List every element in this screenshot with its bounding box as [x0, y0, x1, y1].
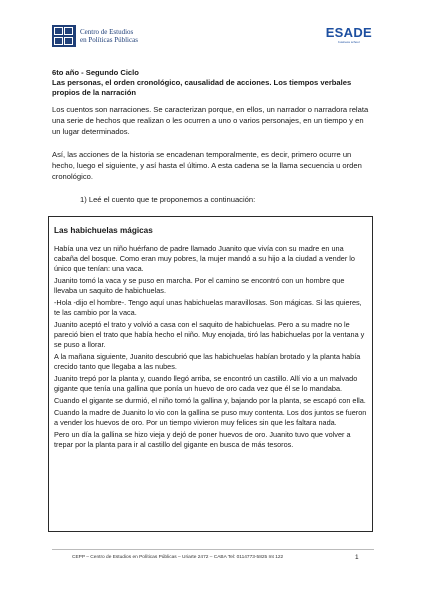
story-paragraph: Juanito trepó por la planta y, cuando llegó arriba, se encontró un castillo. Allí vio a un malvado gigante que tenía una gallina que ponía un huevo de oro cada vez que él se lo mandaba.: [54, 374, 358, 393]
story-paragraph: Cuando el gigante se durmió, el niño tomó la gallina y, bajando por la planta, se escapó con ella.: [54, 396, 366, 405]
story-paragraph: Cuando la madre de Juanito lo vio con la gallina se puso muy contenta. Los dos juntos se fueron a vender los huevos de oro. Por un tiempo vivieron muy felices sin que les faltara nada.: [54, 408, 367, 427]
esade-wordmark: ESADE: [325, 25, 372, 40]
story-paragraph: Había una vez un niño huérfano de padre llamado Juanito que vivía con su madre en una cabaña del bosque. Como eran muy pobres, la mujer mandó a su hijo a la ciudad a vender lo único que tenían: una vaca.: [54, 244, 355, 273]
intro-paragraph-2: Así, las acciones de la historia se encadenan temporalmente, es decir, primero ocurre un hecho, luego el siguiente, y así hasta el último. A esta cadena se la llama secuencia u orden cronológico.: [52, 150, 362, 181]
story-paragraph: Juanito aceptó el trato y volvió a casa con el saquito de habichuelas. Pero a su madre no le pareció bien el trato que había hecho el niño. Muy enojada, tiró las habichuelas por la ventana y se puso a llorar.: [54, 320, 365, 349]
instruction-item: 1) Leé el cuento que te proponemos a continuación:: [80, 195, 256, 204]
story-paragraph: Pero un día la gallina se hizo vieja y dejó de poner huevos de oro. Juanito tuvo que volver a trepar por la planta para ir al castillo del gigante en busca de más tesoros.: [54, 430, 351, 449]
page-header: [52, 25, 372, 51]
footer-divider: [52, 549, 374, 550]
title-topic: Las personas, el orden cronológico, causalidad de acciones. Los tiempos verbales: [52, 78, 352, 87]
title-topic-cont: propios de la narración: [52, 88, 136, 97]
intro-paragraph-1: Los cuentos son narraciones. Se caracterizan porque, en ellos, un narrador o narradora relata una serie de hechos que realizan o les ocurren a uno o varios personajes, en un tiempo y en un lugar determinados.: [52, 105, 369, 136]
cepp-name: [80, 28, 138, 44]
esade-logo: [326, 26, 372, 45]
footer-contact: CEPP – Centro de Estudios en Políticas Públicas – Uriarte 2472 – CABA Tel: 0114773-5825 Int 122: [72, 555, 284, 560]
story-title: Las habichuelas mágicas: [54, 226, 153, 235]
page-number: 1: [355, 554, 359, 561]
story-paragraph: Juanito tomó la vaca y se puso en marcha. Por el camino se encontró con un hombre que llevaba un saquito de habichuelas.: [54, 276, 345, 295]
cepp-line-2: en Políticas Públicas: [80, 36, 138, 44]
story-box: [48, 216, 373, 532]
esade-subtitle: business school: [338, 40, 360, 44]
story-paragraph: A la mañana siguiente, Juanito descubrió que las habichuelas habían brotado y la planta había crecido tanto que llegaba a las nubes.: [54, 352, 361, 371]
document-title: [52, 68, 372, 98]
cepp-emblem-icon: [52, 25, 76, 47]
cepp-line-1: Centro de Estudios: [80, 28, 134, 36]
title-grade: 6to año - Segundo Ciclo: [52, 68, 139, 77]
story-paragraph: -Hola -dijo el hombre-. Tengo aquí unas habichuelas maravillosas. Son mágicas. Si las quieres, te las cambio por la vaca.: [54, 298, 362, 317]
cepp-logo: [52, 25, 138, 47]
